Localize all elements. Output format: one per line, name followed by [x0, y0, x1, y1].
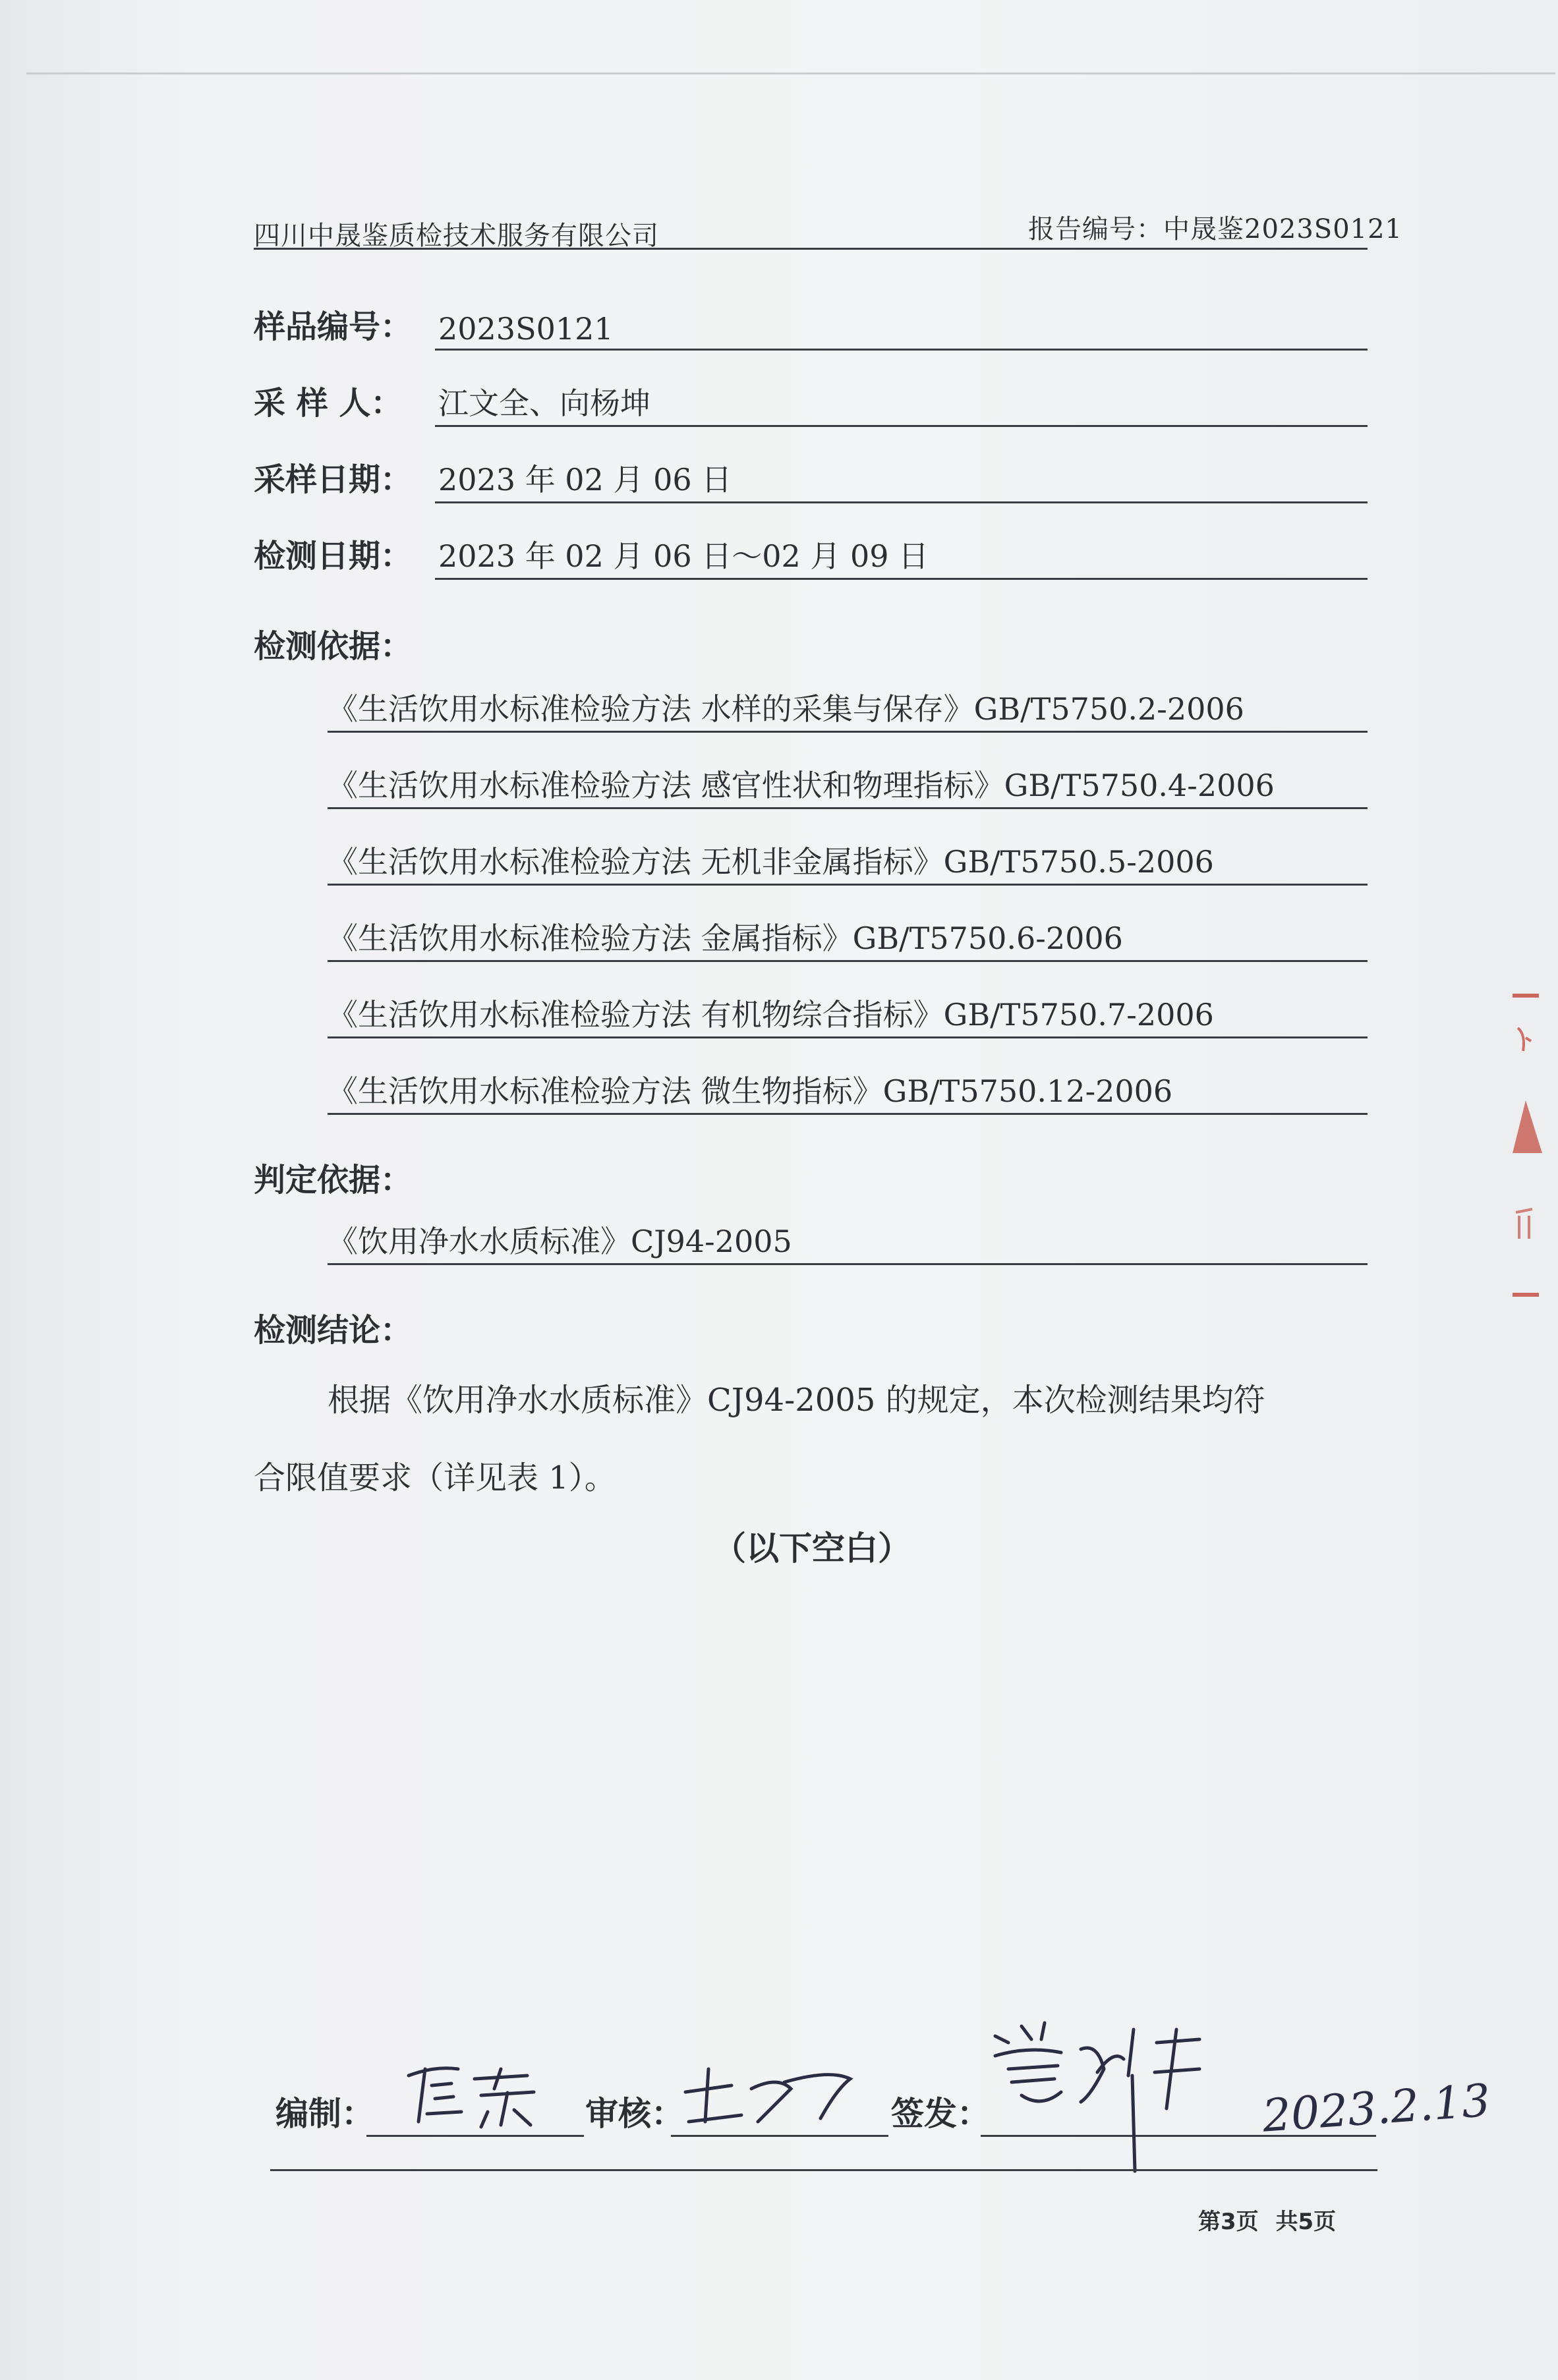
test-standard-item: [328, 839, 1368, 886]
standard-underline: [328, 807, 1368, 809]
field-sampling-date: [254, 457, 1368, 503]
standard-underline: [328, 884, 1368, 886]
standard-text: 《生活饮用水标准检验方法 有机物综合指标》GB/T5750.7-2006: [328, 997, 1214, 1033]
test-standard-item: [328, 992, 1368, 1038]
standard-text: 《生活饮用水标准检验方法 感官性状和物理指标》GB/T5750.4-2006: [328, 768, 1275, 803]
judgement-standard-item: [328, 1219, 1368, 1265]
standard-text: 《生活饮用水标准检验方法 水样的采集与保存》GB/T5750.2-2006: [328, 691, 1244, 727]
field-underline: [435, 501, 1368, 503]
field-label: 采样日期：: [254, 461, 413, 498]
test-basis-heading: 检测依据：: [254, 628, 413, 665]
header-rule: [254, 248, 1368, 250]
field-value: 2023 年 02 月 06 日～02 月 09 日: [438, 538, 929, 574]
issuer-signature: [982, 2010, 1213, 2181]
standard-underline: [328, 1113, 1368, 1115]
field-label: 样品编号：: [254, 308, 413, 345]
seal-stamp-fragment: [1506, 988, 1545, 1305]
conclusion-heading: 检测结论：: [254, 1312, 413, 1349]
field-sample-no: [254, 304, 1368, 351]
standard-text: 《饮用净水水质标准》CJ94-2005: [328, 1224, 792, 1259]
review-label: 审核：: [585, 2095, 684, 2133]
compiled-signature: [395, 2049, 567, 2135]
standard-text: 《生活饮用水标准检验方法 金属指标》GB/T5750.6-2006: [328, 921, 1123, 956]
standard-underline: [328, 1263, 1368, 1265]
reviewer-signature: [679, 2049, 877, 2135]
field-value: 2023S0121: [438, 311, 614, 347]
signature-date-text: 2023.2.13: [1261, 2074, 1492, 2143]
field-value: 江文全、向杨坤: [438, 385, 650, 421]
test-standard-item: [328, 1069, 1368, 1115]
test-standard-item: [328, 763, 1368, 809]
compiled-signature-line: [366, 2135, 584, 2137]
page-number: 第3页 共5页: [1198, 2209, 1337, 2235]
test-standard-item: [328, 916, 1368, 962]
test-standard-item: [328, 687, 1368, 733]
standard-text: 《生活饮用水标准检验方法 无机非金属指标》GB/T5750.5-2006: [328, 844, 1214, 880]
standard-underline: [328, 960, 1368, 962]
company-name: 四川中晟鉴质检技术服务有限公司: [254, 221, 659, 251]
field-test-date: [254, 534, 1368, 580]
field-underline: [435, 349, 1368, 351]
field-label: 检测日期：: [254, 538, 413, 575]
field-underline: [435, 425, 1368, 427]
review-signature-line: [671, 2135, 888, 2137]
standard-underline: [328, 731, 1368, 733]
conclusion-line-1: 根据《饮用净水水质标准》CJ94-2005 的规定，本次检测结果均符: [328, 1382, 1265, 1419]
compiled-by-label: 编制：: [275, 2095, 374, 2133]
signature-date: [1255, 2066, 1492, 2145]
standard-text: 《生活饮用水标准检验方法 微生物指标》GB/T5750.12-2006: [328, 1073, 1173, 1109]
field-sampler: [254, 381, 1368, 427]
field-value: 2023 年 02 月 06 日: [438, 462, 732, 497]
standard-underline: [328, 1036, 1368, 1038]
field-underline: [435, 578, 1368, 580]
conclusion-text: [254, 1361, 1368, 1517]
issue-label: 签发：: [891, 2095, 990, 2133]
blank-below-note: （以下空白）: [713, 1529, 911, 1568]
signature-block-rule: [270, 2169, 1377, 2171]
paper-edge-line: [26, 72, 1555, 74]
conclusion-line-2: 合限值要求（详见表 1）。: [254, 1459, 616, 1496]
field-label: 采 样 人：: [254, 385, 403, 422]
report-number: 报告编号：中晟鉴2023S0121: [1028, 214, 1402, 244]
judgement-basis-heading: 判定依据：: [254, 1162, 413, 1199]
